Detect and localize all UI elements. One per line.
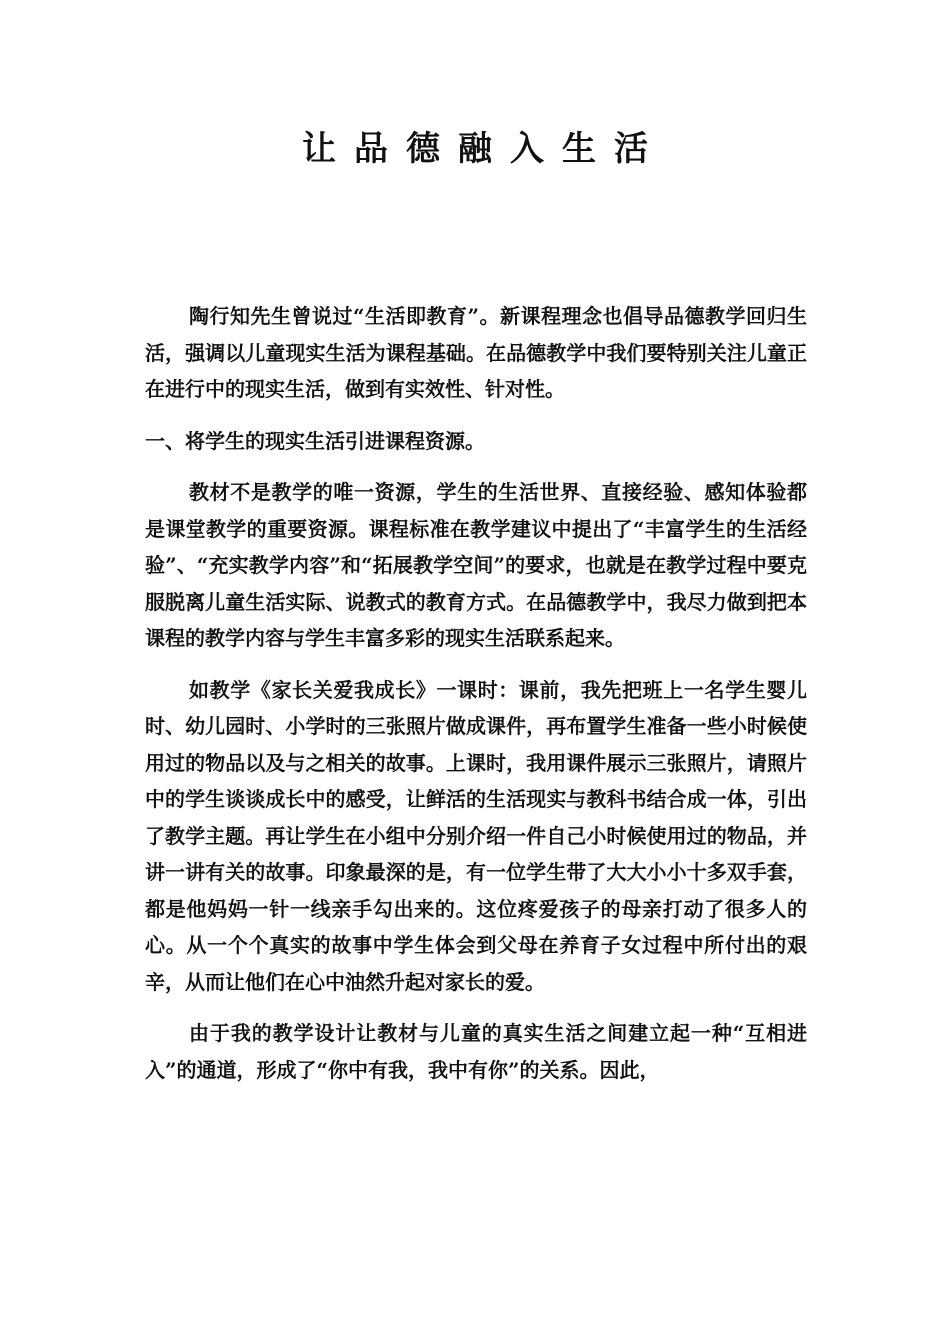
paragraph-intro: 陶行知先生曾说过“生活即教育”。新课程理念也倡导品德教学回归生活，强调以儿童现实生活为课程基础。在品德教学中我们要特别关注儿童正在进行中的现实生活，做到有实效性、针对性。 bbox=[145, 304, 807, 401]
paragraph-resources: 教材不是教学的唯一资源，学生的生活世界、直接经验、感知体验都是课堂教学的重要资源。课程标准在教学建议中提出了“丰富学生的生活经验”、“充实教学内容”和“拓展教学空间”的要求，也就是在教学过程中要克服脱离儿童生活实际、说教式的教育方式。在品德教学中，我尽力做到把本课程的教学内容与学生丰富多彩的现实生活联系起来。 bbox=[145, 480, 807, 650]
document-body bbox=[145, 298, 807, 1103]
section-heading-1: 一、将学生的现实生活引进课程资源。 bbox=[145, 428, 485, 453]
paragraph-example: 如教学《家长关爱我成长》一课时：课前，我先把班上一名学生婴儿时、幼儿园时、小学时的三张照片做成课件，再布置学生准备一些小时候使用过的物品以及与之相关的故事。上课时，我用课件展示三张照片，请照片中的学生谈谈成长中的感受，让鲜活的生活现实与教科书结合成一体，引出了教学主题。再让学生在小组中分别介绍一件自己小时候使用过的物品，并讲一讲有关的故事。印象最深的是，有一位学生带了大大小小十多双手套，都是他妈妈一针一线亲手勾出来的。这位疼爱孩子的母亲打动了很多人的心。从一个个真实的故事中学生体会到父母在养育子女过程中所付出的艰辛，从而让他们在心中油然升起对家长的爱。 bbox=[145, 677, 807, 994]
document-title: 让品德融入生活 bbox=[302, 129, 666, 169]
paragraph-conclusion: 由于我的教学设计让教材与儿童的真实生活之间建立起一种“互相进入”的通道，形成了“你中有我，我中有你”的关系。因此， bbox=[145, 1021, 807, 1082]
